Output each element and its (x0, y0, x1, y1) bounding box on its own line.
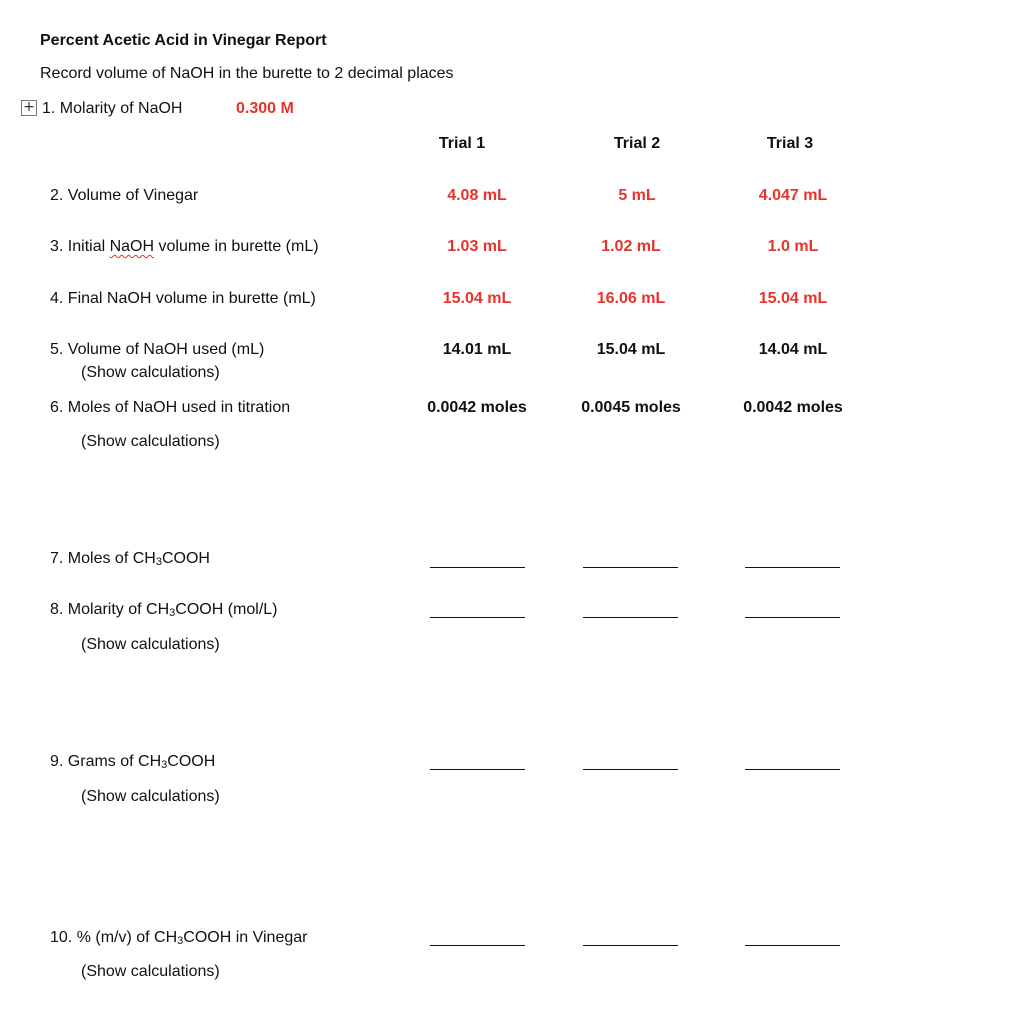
row-4-trial-3-value: 15.04 mL (758, 290, 828, 307)
row-2-trial-3-value: 4.047 mL (758, 187, 828, 204)
row-9-trial-1-blank[interactable] (430, 769, 525, 770)
row-4-trial-2-value: 16.06 mL (596, 290, 666, 307)
trial-1-header: Trial 1 (438, 135, 486, 152)
row-5-trial-3-value: 14.04 mL (758, 341, 828, 358)
row-3-label-spellcheck-word: NaOH (109, 238, 155, 255)
instruction-text: Record volume of NaOH in the burette to 2 decimal places (40, 65, 454, 82)
row-10-label-post: COOH in Vinegar (183, 929, 308, 946)
row-9-trial-3-blank[interactable] (745, 769, 840, 770)
row-3-trial-1-value: 1.03 mL (447, 238, 507, 255)
row-3-trial-3-value: 1.0 mL (767, 238, 819, 255)
row-9-note: (Show calculations) (81, 788, 220, 805)
row-9-subscript: 3 (161, 759, 168, 771)
report-title: Percent Acetic Acid in Vinegar Report (40, 32, 327, 49)
row-8-note: (Show calculations) (81, 636, 220, 653)
row-7-subscript: 3 (155, 556, 162, 568)
row-2-trial-2-value: 5 mL (618, 187, 656, 204)
row-3-label-post: volume in burette (mL) (154, 238, 319, 255)
row-6-trial-1-value: 0.0042 moles (427, 399, 527, 416)
molarity-label: 1. Molarity of NaOH (42, 100, 183, 117)
row-10-trial-1-blank[interactable] (430, 945, 525, 946)
molarity-value: 0.300 M (236, 100, 294, 117)
row-3-label (50, 237, 319, 257)
table-move-handle-icon[interactable]: + (21, 100, 37, 116)
row-2-label: 2. Volume of Vinegar (50, 187, 199, 204)
row-8-trial-3-blank[interactable] (745, 617, 840, 618)
row-9-label-pre: 9. Grams of CH (50, 753, 162, 770)
row-8-label-post: COOH (mol/L) (175, 601, 278, 618)
row-10-label (50, 928, 307, 951)
row-7-trial-3-blank[interactable] (745, 567, 840, 568)
row-9-label (50, 752, 215, 775)
row-6-note: (Show calculations) (81, 433, 220, 450)
row-9-trial-2-blank[interactable] (583, 769, 678, 770)
trial-3-header: Trial 3 (766, 135, 814, 152)
row-10-note: (Show calculations) (81, 963, 220, 980)
row-9-label-post: COOH (167, 753, 216, 770)
row-7-label (50, 549, 210, 572)
row-5-trial-2-value: 15.04 mL (596, 341, 666, 358)
row-7-label-pre: 7. Moles of CH (50, 550, 156, 567)
row-6-trial-3-value: 0.0042 moles (743, 399, 843, 416)
row-5-trial-1-value: 14.01 mL (442, 341, 512, 358)
row-7-trial-2-blank[interactable] (583, 567, 678, 568)
row-8-subscript: 3 (169, 607, 176, 619)
row-3-trial-2-value: 1.02 mL (601, 238, 661, 255)
row-6-label: 6. Moles of NaOH used in titration (50, 399, 291, 416)
row-8-label (50, 600, 278, 623)
row-6-trial-2-value: 0.0045 moles (581, 399, 681, 416)
row-4-trial-1-value: 15.04 mL (442, 290, 512, 307)
row-8-trial-2-blank[interactable] (583, 617, 678, 618)
row-2-trial-1-value: 4.08 mL (447, 187, 507, 204)
trial-2-header: Trial 2 (613, 135, 661, 152)
row-4-label: 4. Final NaOH volume in burette (mL) (50, 290, 316, 307)
row-10-trial-2-blank[interactable] (583, 945, 678, 946)
row-8-label-pre: 8. Molarity of CH (50, 601, 170, 618)
row-10-subscript: 3 (177, 935, 184, 947)
row-10-trial-3-blank[interactable] (745, 945, 840, 946)
row-5-label: 5. Volume of NaOH used (mL) (50, 341, 265, 358)
row-8-trial-1-blank[interactable] (430, 617, 525, 618)
row-5-note: (Show calculations) (81, 364, 220, 381)
row-7-trial-1-blank[interactable] (430, 567, 525, 568)
row-7-label-post: COOH (161, 550, 210, 567)
row-3-label-pre: 3. Initial (50, 238, 110, 255)
row-10-label-pre: 10. % (m/v) of CH (50, 929, 178, 946)
